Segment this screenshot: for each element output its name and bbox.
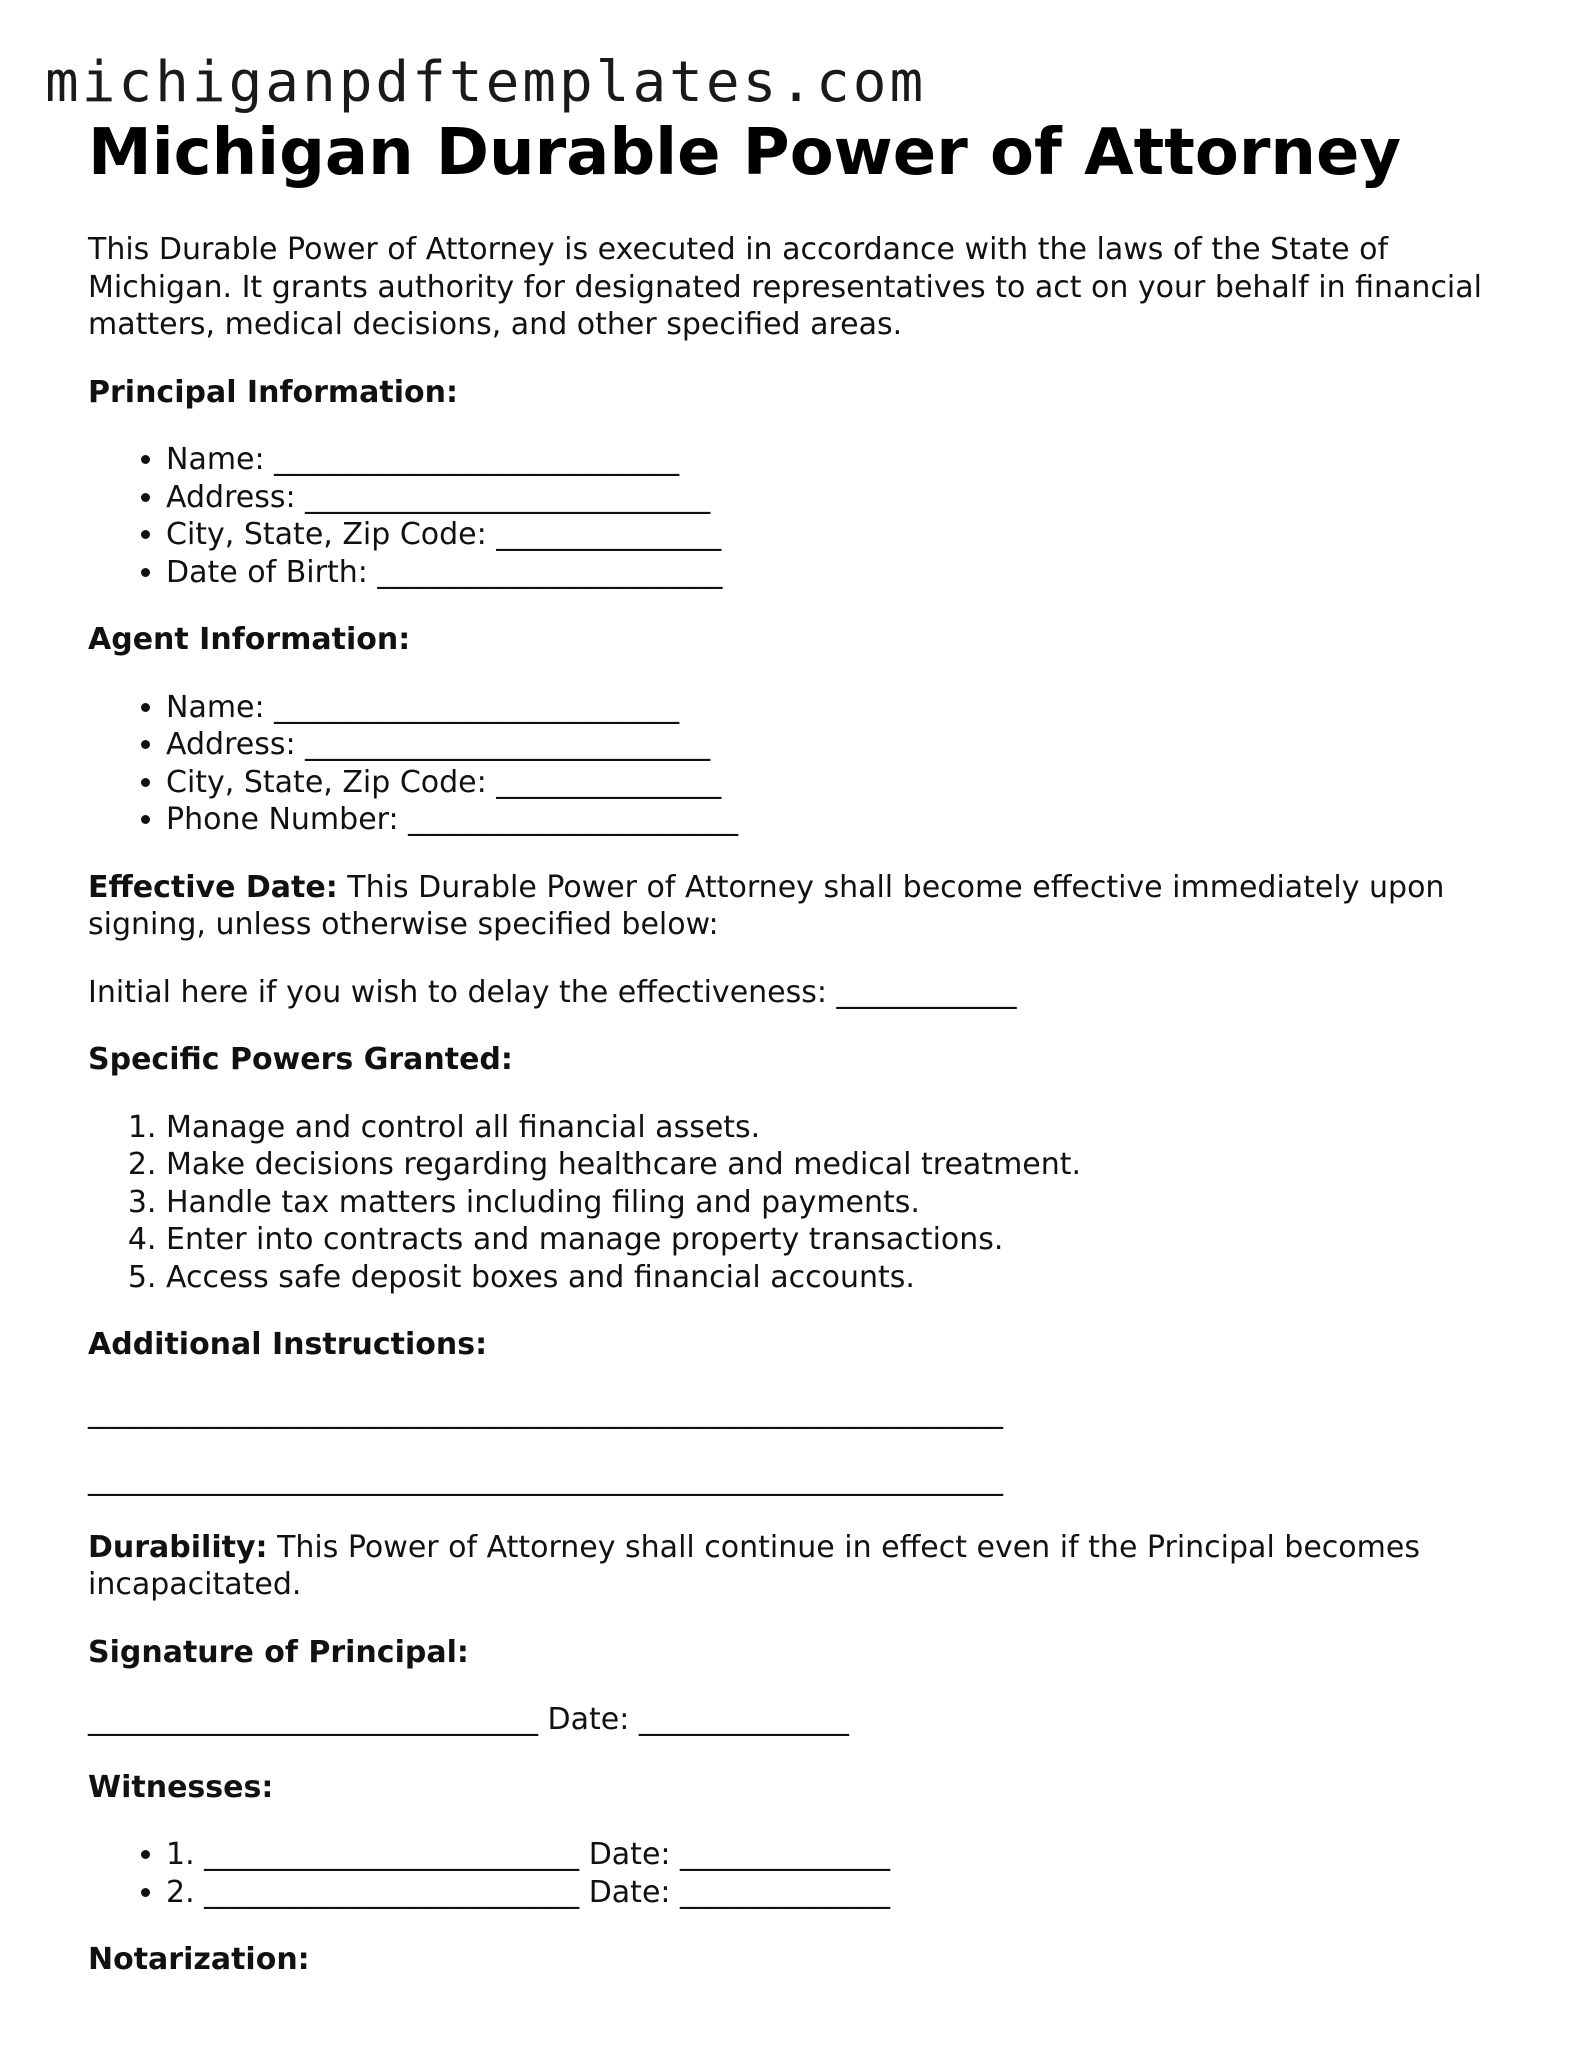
principal-dob-field: • Date of Birth: _______________________	[166, 554, 1528, 592]
delay-initial-line: Initial here if you wish to delay the effectiveness: ____________	[88, 974, 1017, 1010]
additional-instructions-line-2: _____________________________________________________________	[88, 1462, 1003, 1497]
principal-signature-heading: Signature of Principal:	[88, 1634, 469, 1670]
effective-date-label: Effective Date:	[88, 869, 338, 905]
witnesses-heading: Witnesses:	[88, 1769, 274, 1805]
agent-info-heading: Agent Information:	[88, 622, 411, 657]
site-watermark: michiganpdftemplates.com	[45, 50, 927, 115]
principal-fields-list	[88, 441, 1528, 591]
principal-address-field: • Address: ___________________________	[166, 479, 1528, 517]
agent-name-field: • Name: ___________________________	[166, 689, 1528, 727]
document-page	[88, 113, 1528, 1979]
agent-city-state-zip-field: • City, State, Zip Code: _______________	[166, 764, 1528, 802]
power-item: 3. Handle tax matters including filing and payments.	[166, 1184, 1528, 1222]
witness-line: • 1. _________________________ Date: ______________	[166, 1836, 1528, 1874]
agent-phone-field: • Phone Number: ______________________	[166, 801, 1528, 839]
effective-date-text: This Durable Power of Attorney shall become effective immediately upon signing, unless otherwise specified below:	[88, 869, 1445, 942]
power-item: 2. Make decisions regarding healthcare and medical treatment.	[166, 1146, 1528, 1184]
durability-text: This Power of Attorney shall continue in effect even if the Principal becomes incapacitated.	[88, 1529, 1420, 1602]
witness-line: • 2. _________________________ Date: ______________	[166, 1874, 1528, 1912]
witnesses-list	[88, 1836, 1528, 1911]
powers-heading: Specific Powers Granted:	[88, 1042, 513, 1077]
durability-label: Durability:	[88, 1529, 268, 1565]
power-item: 1. Manage and control all financial assets.	[166, 1109, 1528, 1147]
principal-info-heading: Principal Information:	[88, 374, 459, 410]
notarization-heading: Notarization:	[88, 1942, 310, 1977]
document-title: Michigan Durable Power of Attorney	[88, 116, 1402, 190]
agent-address-field: • Address: ___________________________	[166, 726, 1528, 764]
powers-list	[88, 1109, 1528, 1297]
effective-date-paragraph	[88, 869, 1528, 944]
intro-paragraph: This Durable Power of Attorney is executed in accordance with the laws of the State of Michigan. It grants authority for designated representatives to act on your behalf in financial matters, medical decisions, and other specified areas.	[88, 232, 1482, 342]
power-item: 4. Enter into contracts and manage property transactions.	[166, 1221, 1528, 1259]
principal-city-state-zip-field: • City, State, Zip Code: _______________	[166, 516, 1528, 554]
durability-paragraph	[88, 1529, 1528, 1604]
principal-name-field: • Name: ___________________________	[166, 441, 1528, 479]
additional-instructions-line-1: _____________________________________________________________	[88, 1394, 1003, 1430]
principal-signature-line: ______________________________ Date: ______________	[88, 1702, 849, 1737]
power-item: 5. Access safe deposit boxes and financial accounts.	[166, 1259, 1528, 1297]
additional-instructions-heading: Additional Instructions:	[88, 1327, 488, 1362]
agent-fields-list	[88, 689, 1528, 839]
